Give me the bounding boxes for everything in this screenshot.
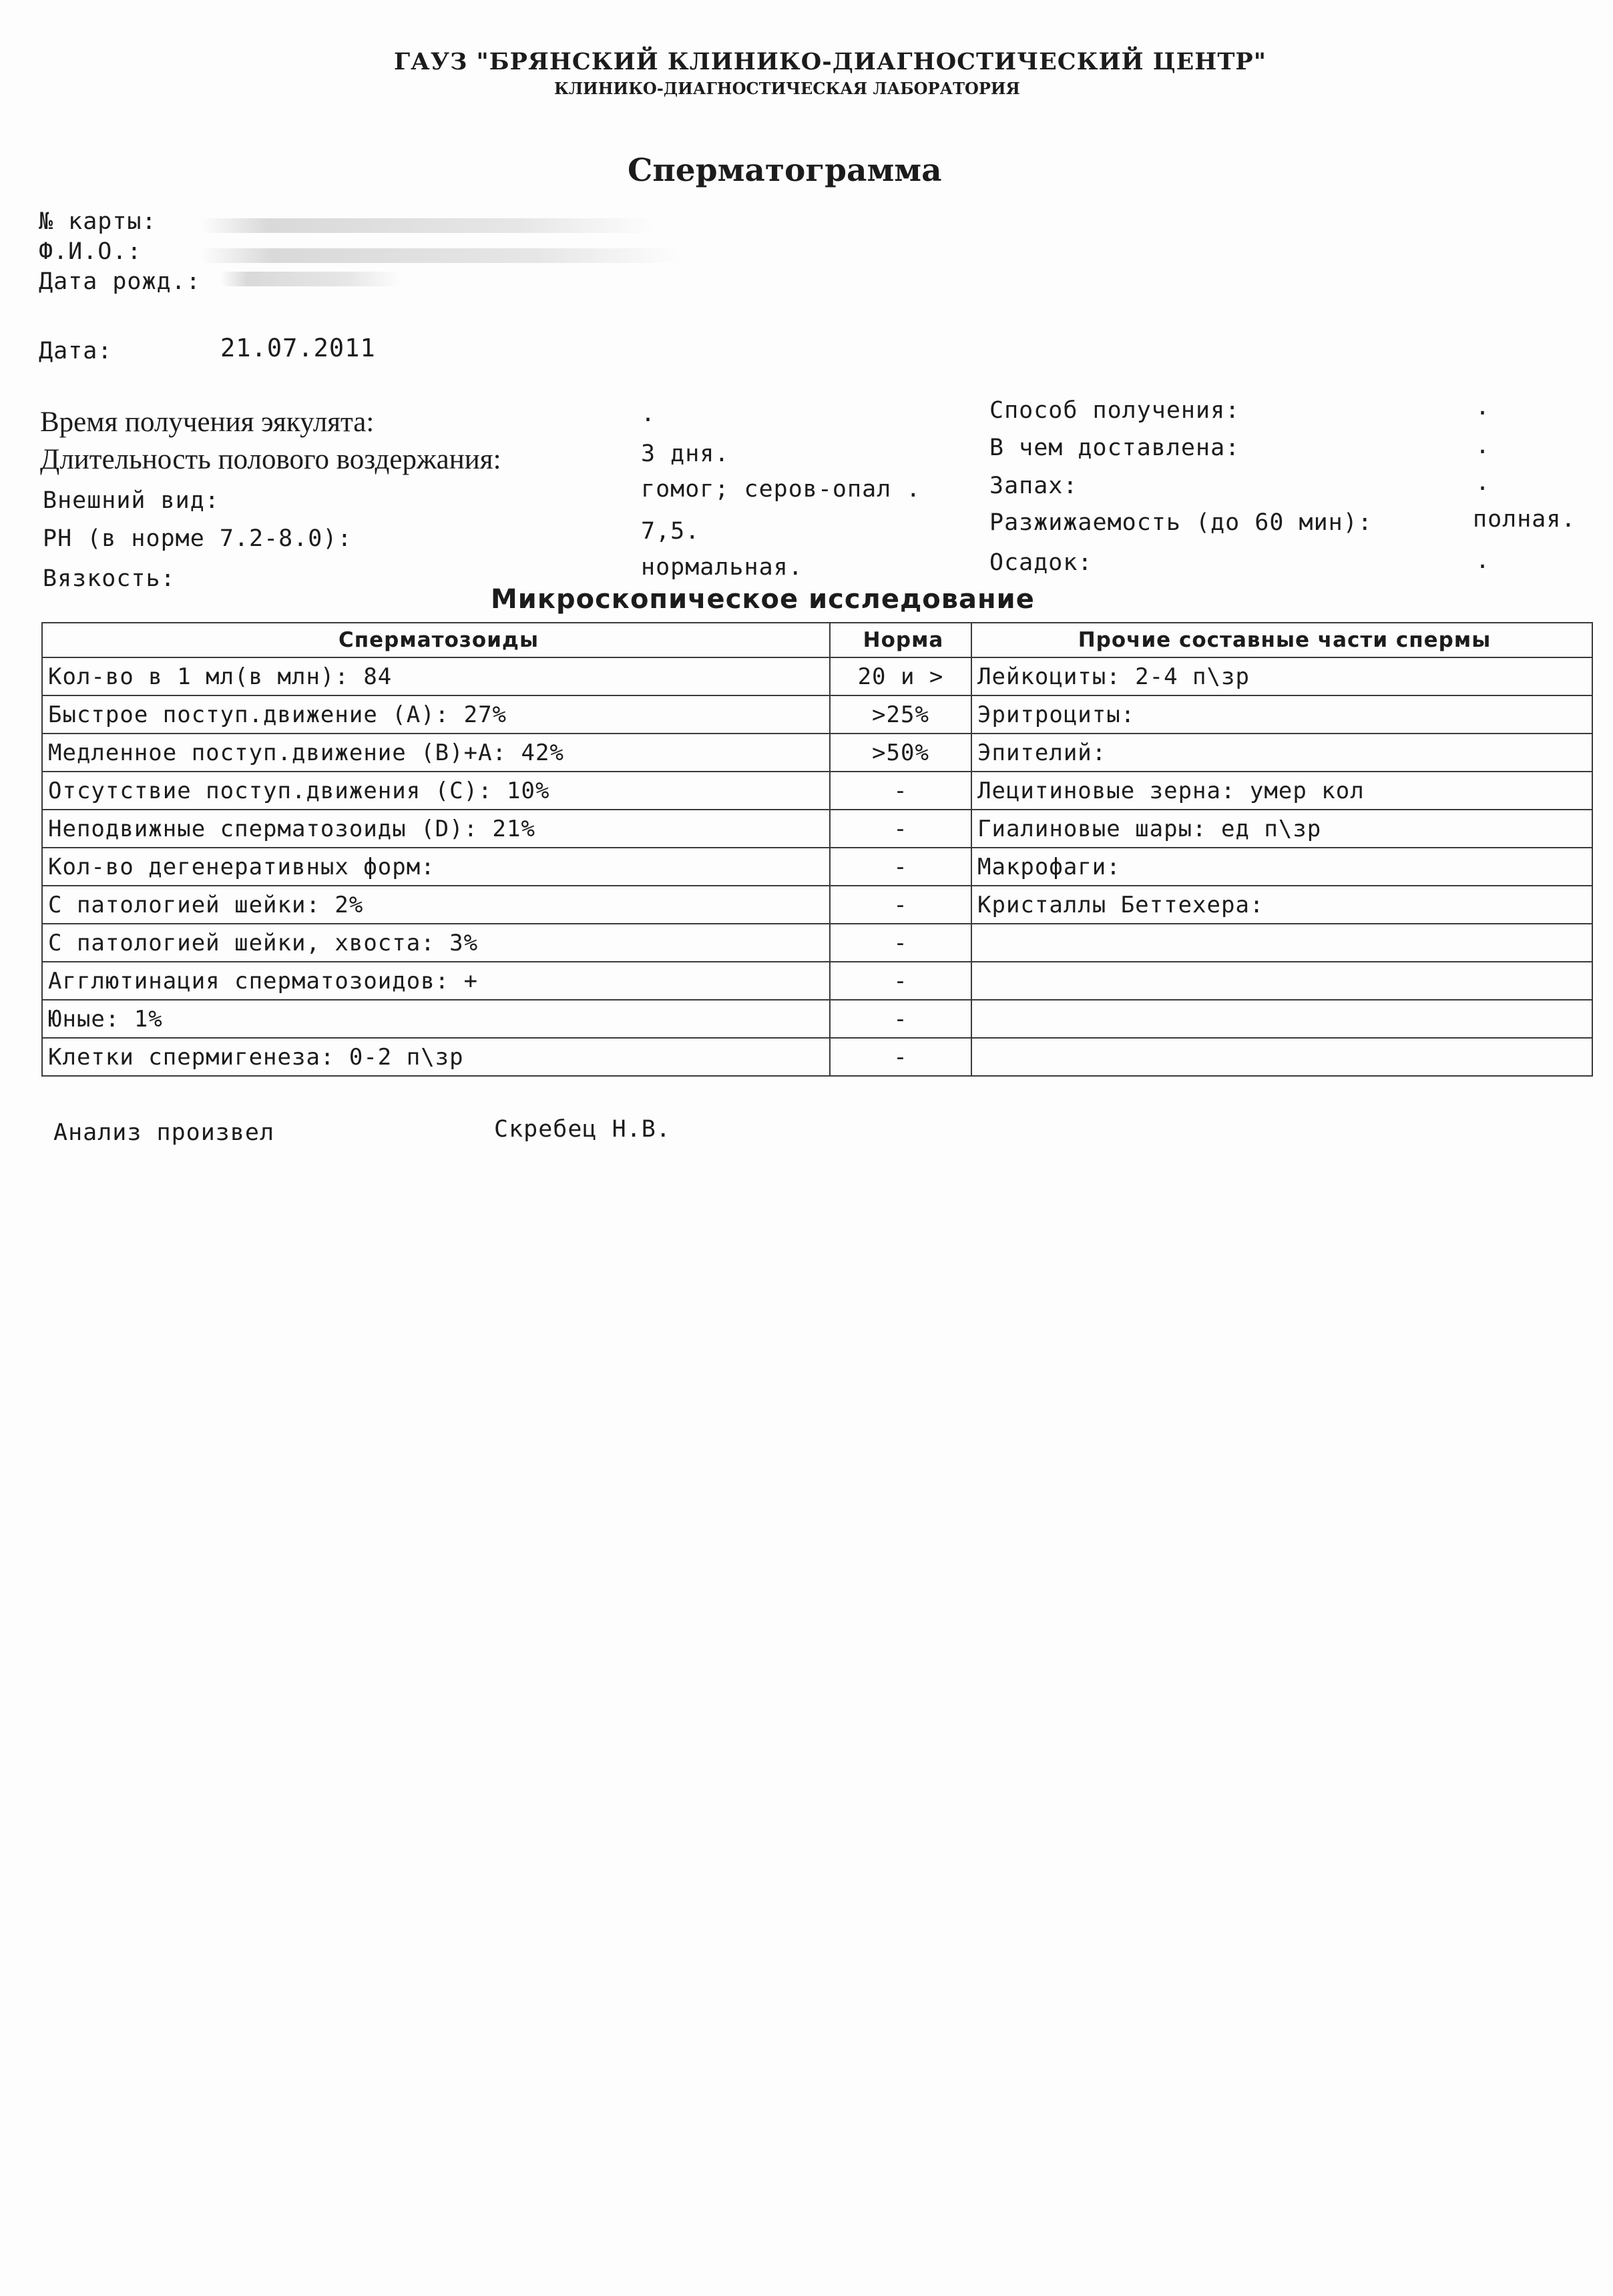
sperm-cell: Неподвижные сперматозоиды (D): 21%: [42, 810, 830, 848]
sperm-cell: Медленное поступ.движение (B)+A: 42%: [42, 734, 830, 772]
table-row: [42, 810, 1592, 848]
other-cell: Эритроциты:: [971, 695, 1592, 734]
table-row: [42, 657, 1592, 695]
patient-name-label: Ф.И.О.:: [39, 238, 142, 265]
sperm-cell: Быстрое поступ.движение (A): 27%: [42, 695, 830, 734]
norm-cell: -: [830, 886, 971, 924]
other-cell: Гиалиновые шары: ед п\зр: [971, 810, 1592, 848]
ejaculate-time-value: .: [641, 400, 656, 427]
norm-cell: -: [830, 1000, 971, 1038]
norm-cell: >50%: [830, 734, 971, 772]
odor-label: Запах:: [989, 473, 1078, 499]
table-row: [42, 695, 1592, 734]
ph-value: 7,5.: [641, 518, 700, 545]
liquefaction-label: Разжижаемость (до 60 мин):: [989, 509, 1373, 536]
norm-cell: -: [830, 810, 971, 848]
birth-date-label: Дата рожд.:: [39, 268, 201, 295]
organization-name: ГАУЗ "БРЯНСКИЙ КЛИНИКО-ДИАГНОСТИЧЕСКИЙ ЦЕНТР": [394, 48, 1266, 75]
analyst-label: Анализ произвел: [53, 1119, 275, 1146]
norm-cell: >25%: [830, 695, 971, 734]
table-row: [42, 1038, 1592, 1076]
other-cell: Макрофаги:: [971, 848, 1592, 886]
sperm-cell: Кол-во дегенеративных форм:: [42, 848, 830, 886]
table-row: [42, 924, 1592, 962]
other-cell: [971, 962, 1592, 1000]
container-label: В чем доставлена:: [989, 435, 1240, 461]
redacted-birth-date: [220, 272, 401, 286]
sperm-cell: Юные: 1%: [42, 1000, 830, 1038]
odor-value: .: [1475, 469, 1491, 496]
table-row: [42, 734, 1592, 772]
date-label: Дата:: [39, 338, 113, 364]
table-header-row: [42, 623, 1592, 657]
other-cell: Кристаллы Беттехера:: [971, 886, 1592, 924]
table-row: [42, 886, 1592, 924]
document-title: Спермaтогрaммa: [628, 152, 942, 189]
microscopy-title: Микроскопическое исследование: [491, 584, 1035, 615]
sperm-cell: Клетки спермигенеза: 0-2 п\зр: [42, 1038, 830, 1076]
liquefaction-value: полная.: [1473, 506, 1576, 533]
other-cell: Лейкоциты: 2-4 п\зр: [971, 657, 1592, 695]
table-row: [42, 772, 1592, 810]
ph-label: PH (в норме 7.2-8.0):: [43, 525, 353, 552]
sediment-label: Осадок:: [989, 549, 1093, 576]
norm-cell: 20 и >: [830, 657, 971, 695]
other-cell: Эпителий:: [971, 734, 1592, 772]
microscopy-table: [41, 622, 1593, 1077]
sperm-cell: Отсутствие поступ.движения (C): 10%: [42, 772, 830, 810]
header-sperm: Сперматозоиды: [42, 623, 830, 657]
ejaculate-time-label: Время получения эякулята:: [40, 406, 375, 438]
collection-method-label: Способ получения:: [989, 397, 1240, 424]
department-name: КЛИНИКО-ДИАГНОСТИЧЕСКАЯ ЛАБОРАТОРИЯ: [554, 79, 1020, 98]
sperm-cell: Агглютинация сперматозоидов: +: [42, 962, 830, 1000]
redacted-patient-name: [200, 248, 681, 263]
norm-cell: -: [830, 848, 971, 886]
redacted-card-number: [200, 218, 654, 233]
other-cell: [971, 924, 1592, 962]
table-row: [42, 962, 1592, 1000]
table-row: [42, 1000, 1592, 1038]
analyst-name: Скребец Н.В.: [494, 1116, 671, 1143]
sperm-cell: Кол-во в 1 мл(в млн): 84: [42, 657, 830, 695]
sperm-cell: С патологией шейки, хвоста: 3%: [42, 924, 830, 962]
collection-method-value: .: [1475, 394, 1491, 420]
sediment-value: .: [1475, 547, 1491, 574]
header-norm: Норма: [830, 623, 971, 657]
norm-cell: -: [830, 924, 971, 962]
appearance-label: Внешний вид:: [43, 487, 220, 514]
appearance-value: гомог; серов-опал .: [641, 476, 921, 503]
container-value: .: [1475, 433, 1491, 459]
norm-cell: -: [830, 772, 971, 810]
norm-cell: -: [830, 1038, 971, 1076]
table-row: [42, 848, 1592, 886]
header-other: Прочие составные части спермы: [971, 623, 1592, 657]
other-cell: [971, 1000, 1592, 1038]
sperm-cell: С патологией шейки: 2%: [42, 886, 830, 924]
date-value: 21.07.2011: [220, 334, 376, 362]
viscosity-label: Вязкость:: [43, 565, 176, 592]
other-cell: Лецитиновые зерна: умер кол: [971, 772, 1592, 810]
abstinence-value: 3 дня.: [641, 441, 730, 467]
norm-cell: -: [830, 962, 971, 1000]
other-cell: [971, 1038, 1592, 1076]
abstinence-label: Длительность полового воздержания:: [40, 444, 501, 475]
viscosity-value: нормальная.: [641, 554, 803, 581]
card-number-label: № карты:: [39, 208, 157, 235]
